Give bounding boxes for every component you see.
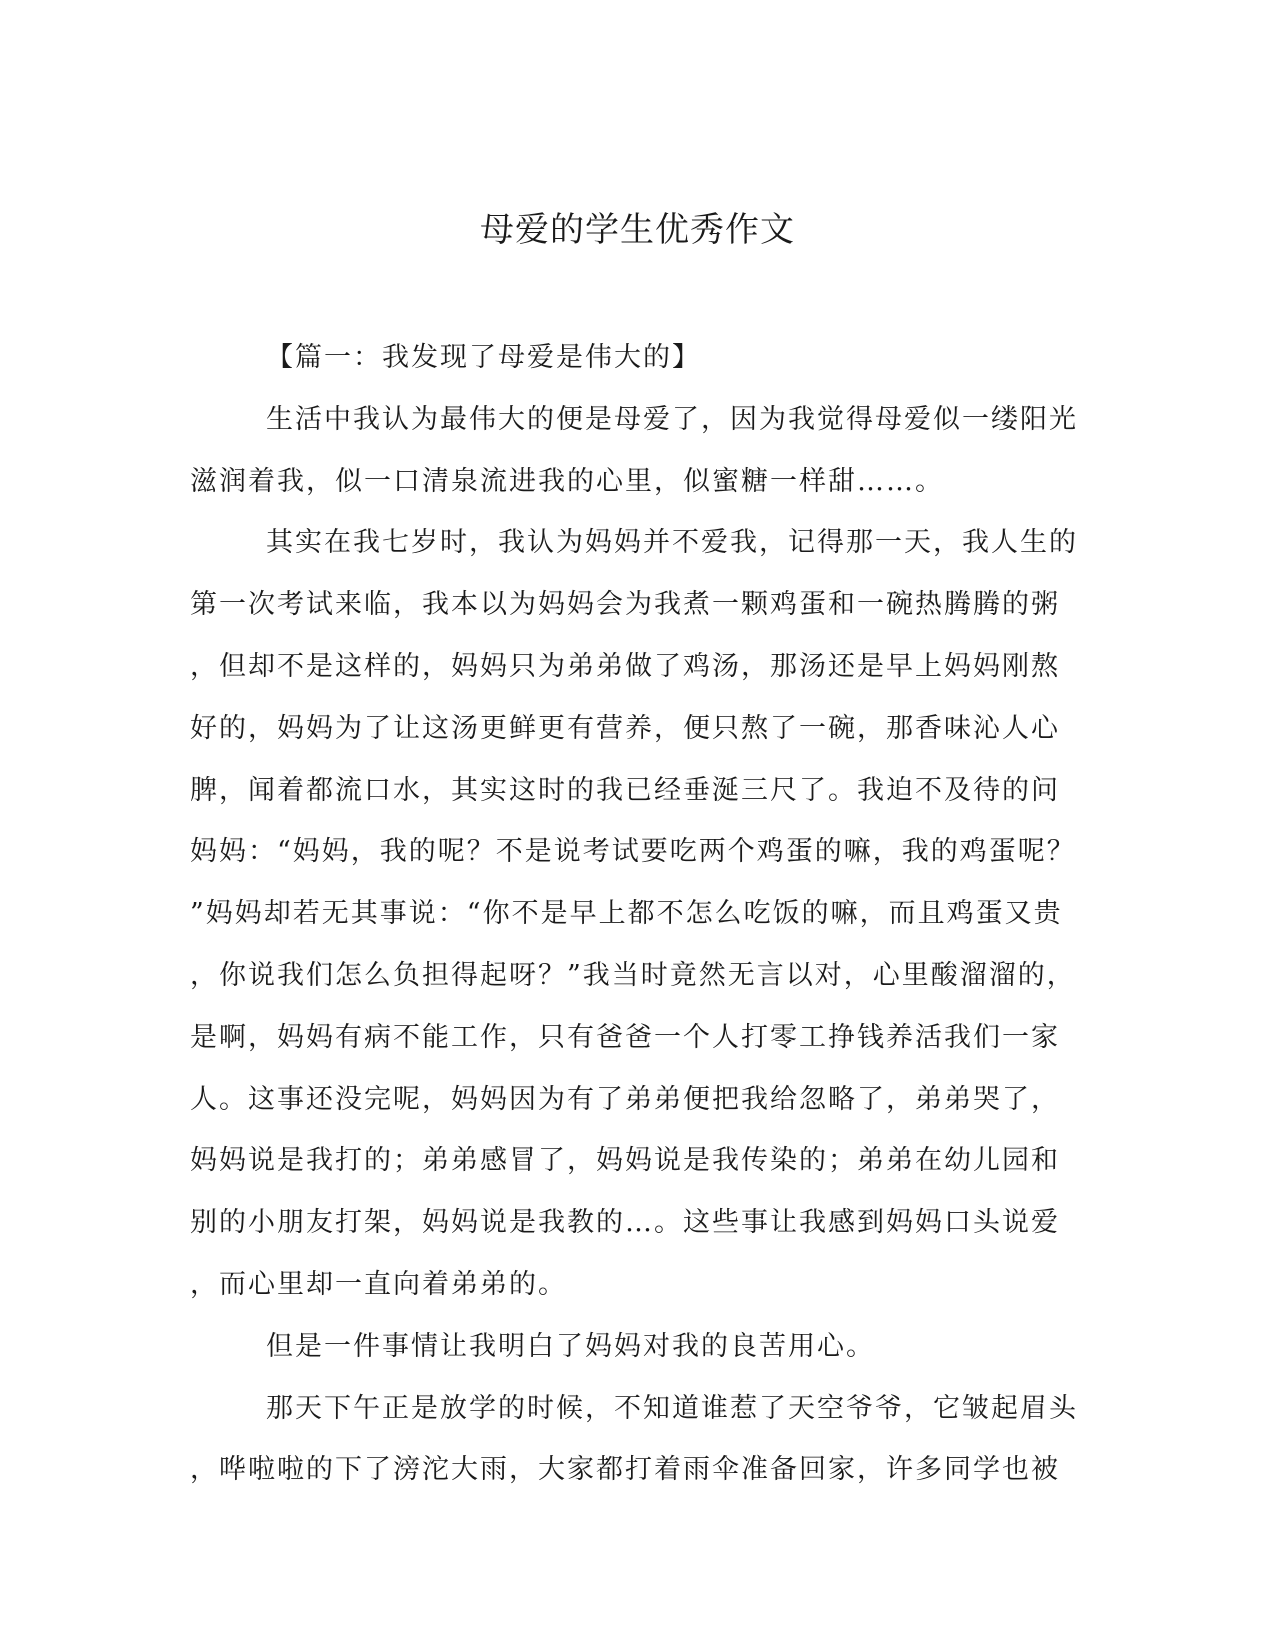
paragraph-line: 第一次考试来临，我本以为妈妈会为我煮一颗鸡蛋和一碗热腾腾的粥: [190, 589, 1060, 621]
paragraph-line: ，而心里却一直向着弟弟的。: [190, 1268, 567, 1300]
paragraph-line: 那天下午正是放学的时候，不知道谁惹了天空爷爷，它皱起眉头: [266, 1392, 1078, 1424]
paragraph-line: 人。这事还没完呢，妈妈因为有了弟弟便把我给忽略了，弟弟哭了，: [190, 1083, 1060, 1115]
paragraph-line: ，哗啦啦的下了滂沱大雨，大家都打着雨伞准备回家，许多同学也被: [190, 1454, 1060, 1486]
paragraph-line: 其实在我七岁时，我认为妈妈并不爱我，记得那一天，我人生的: [266, 527, 1078, 559]
paragraph-line: ，但却不是这样的，妈妈只为弟弟做了鸡汤，那汤还是早上妈妈刚熬: [190, 650, 1060, 682]
paragraph-line: 妈妈：“妈妈，我的呢？不是说考试要吃两个鸡蛋的嘛，我的鸡蛋呢？: [190, 836, 1076, 868]
paragraph-line: ，你说我们怎么负担得起呀？”我当时竟然无言以对，心里酸溜溜的，: [190, 959, 1076, 991]
paragraph-line: 生活中我认为最伟大的便是母爱了，因为我觉得母爱似一缕阳光: [266, 403, 1078, 435]
paragraph-line: 别的小朋友打架，妈妈说是我教的…。这些事让我感到妈妈口头说爱: [190, 1207, 1060, 1239]
paragraph-line: 是啊，妈妈有病不能工作，只有爸爸一个人打零工挣钱养活我们一家: [190, 1021, 1060, 1053]
paragraph-line: 好的，妈妈为了让这汤更鲜更有营养，便只熬了一碗，那香味沁人心: [190, 712, 1060, 744]
paragraph-line: 但是一件事情让我明白了妈妈对我的良苦用心。: [266, 1330, 875, 1362]
document-body: [190, 327, 1080, 1501]
paragraph-line: 脾，闻着都流口水，其实这时的我已经垂涎三尺了。我迫不及待的问: [190, 774, 1060, 806]
document-title: 母爱的学生优秀作文: [480, 210, 795, 250]
paragraph-line: ”妈妈却若无其事说：“你不是早上都不怎么吃饭的嘛，而且鸡蛋又贵: [190, 898, 1063, 930]
section-heading: 【篇一：我发现了母爱是伟大的】: [266, 342, 701, 373]
paragraph-line: 滋润着我，似一口清泉流进我的心里，似蜜糖一样甜……。: [190, 465, 944, 497]
paragraph-line: 妈妈说是我打的；弟弟感冒了，妈妈说是我传染的；弟弟在幼儿园和: [190, 1145, 1060, 1177]
